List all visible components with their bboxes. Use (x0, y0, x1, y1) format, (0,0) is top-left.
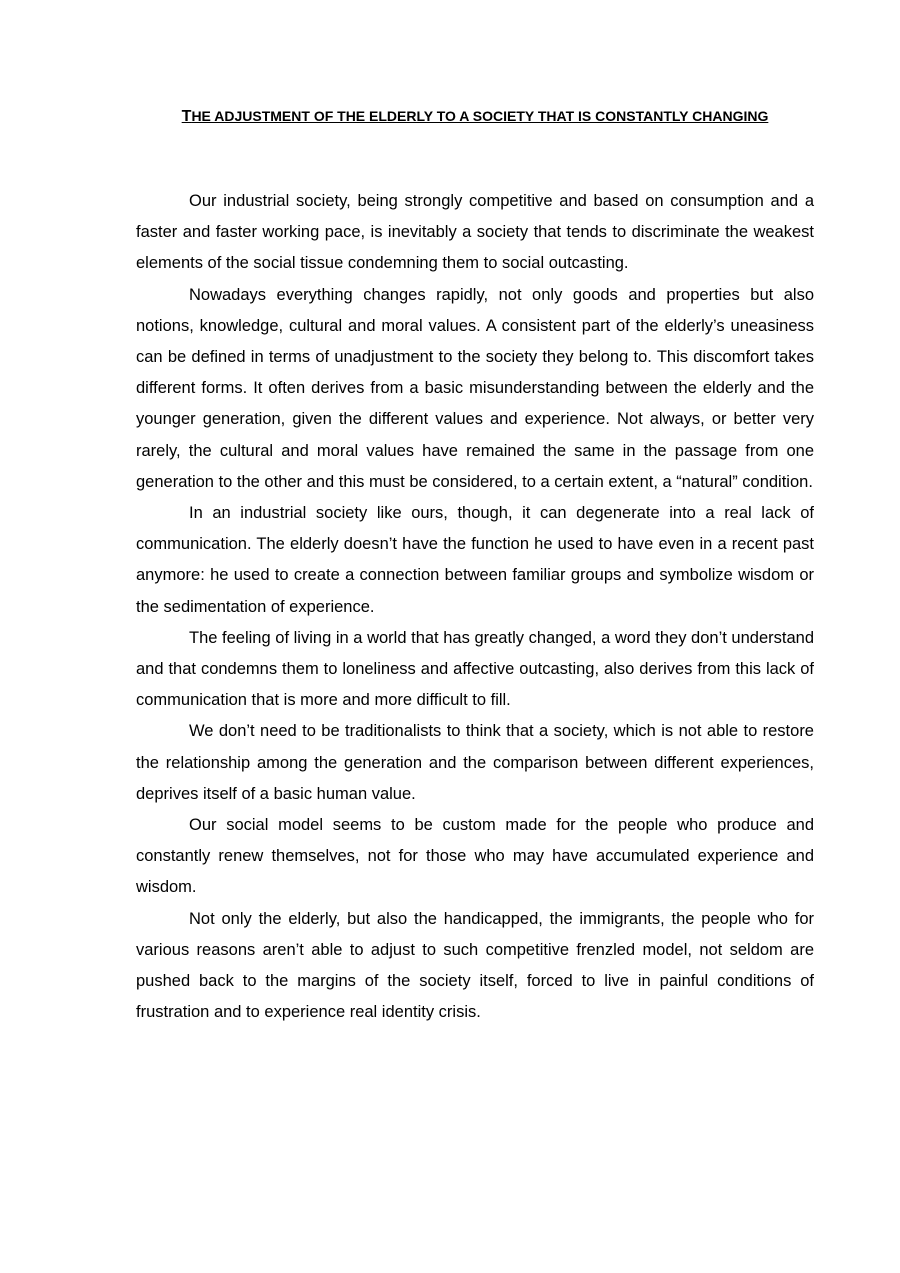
paragraph: Our social model seems to be custom made for the people who produce and constantly renew themselves, not for those who may have accumulated experience and wisdom. (136, 816, 814, 897)
paragraph: In an industrial society like ours, though, it can degenerate into a real lack of communication. The elderly doesn’t have the function he used to have even in a recent past anymore: he used to create a connection between familiar groups and symbolize wisdom or the sedimentation of experience. (136, 504, 814, 616)
paragraph: Our industrial society, being strongly competitive and based on consumption and a faster and faster working pace, is inevitably a society that tends to discriminate the weakest elements of the social tissue condemning them to social outcasting. (136, 192, 814, 273)
paragraph: Nowadays everything changes rapidly, not only goods and properties but also notions, knowledge, cultural and moral values. A consistent part of the elderly’s uneasiness can be defined in terms of unadjustment to the society they belong to. This discomfort takes different forms. It often derives from a basic misunderstanding between the elderly and the younger generation, given the different values and experience. Not always, or better very rarely, the cultural and moral values have remained the same in the passage from one generation to the other and this must be considered, to a certain extent, a “natural” condition. (136, 285, 814, 491)
paragraph: Not only the elderly, but also the handicapped, the immigrants, the people who for various reasons aren’t able to adjust to such competitive frenzled model, not seldom are pushed back to the margins of the society itself, forced to live in painful conditions of frustration and to experience real identity crisis. (136, 909, 814, 1022)
title-text: HE ADJUSTMENT OF THE ELDERLY TO A SOCIETY THAT IS CONSTANTLY CHANGING (191, 108, 769, 124)
document-body (136, 186, 814, 1028)
title-initial: T (181, 108, 192, 125)
paragraph: We don’t need to be traditionalists to think that a society, which is not able to restore the relationship among the generation and the comparison between different experiences, deprives itself of a basic human value. (136, 722, 814, 803)
document-title (0, 108, 900, 126)
paragraph: The feeling of living in a world that has greatly changed, a word they don’t understand and that condemns them to loneliness and affective outcasting, also derives from this lack of communication that is more and more difficult to fill. (136, 628, 814, 710)
